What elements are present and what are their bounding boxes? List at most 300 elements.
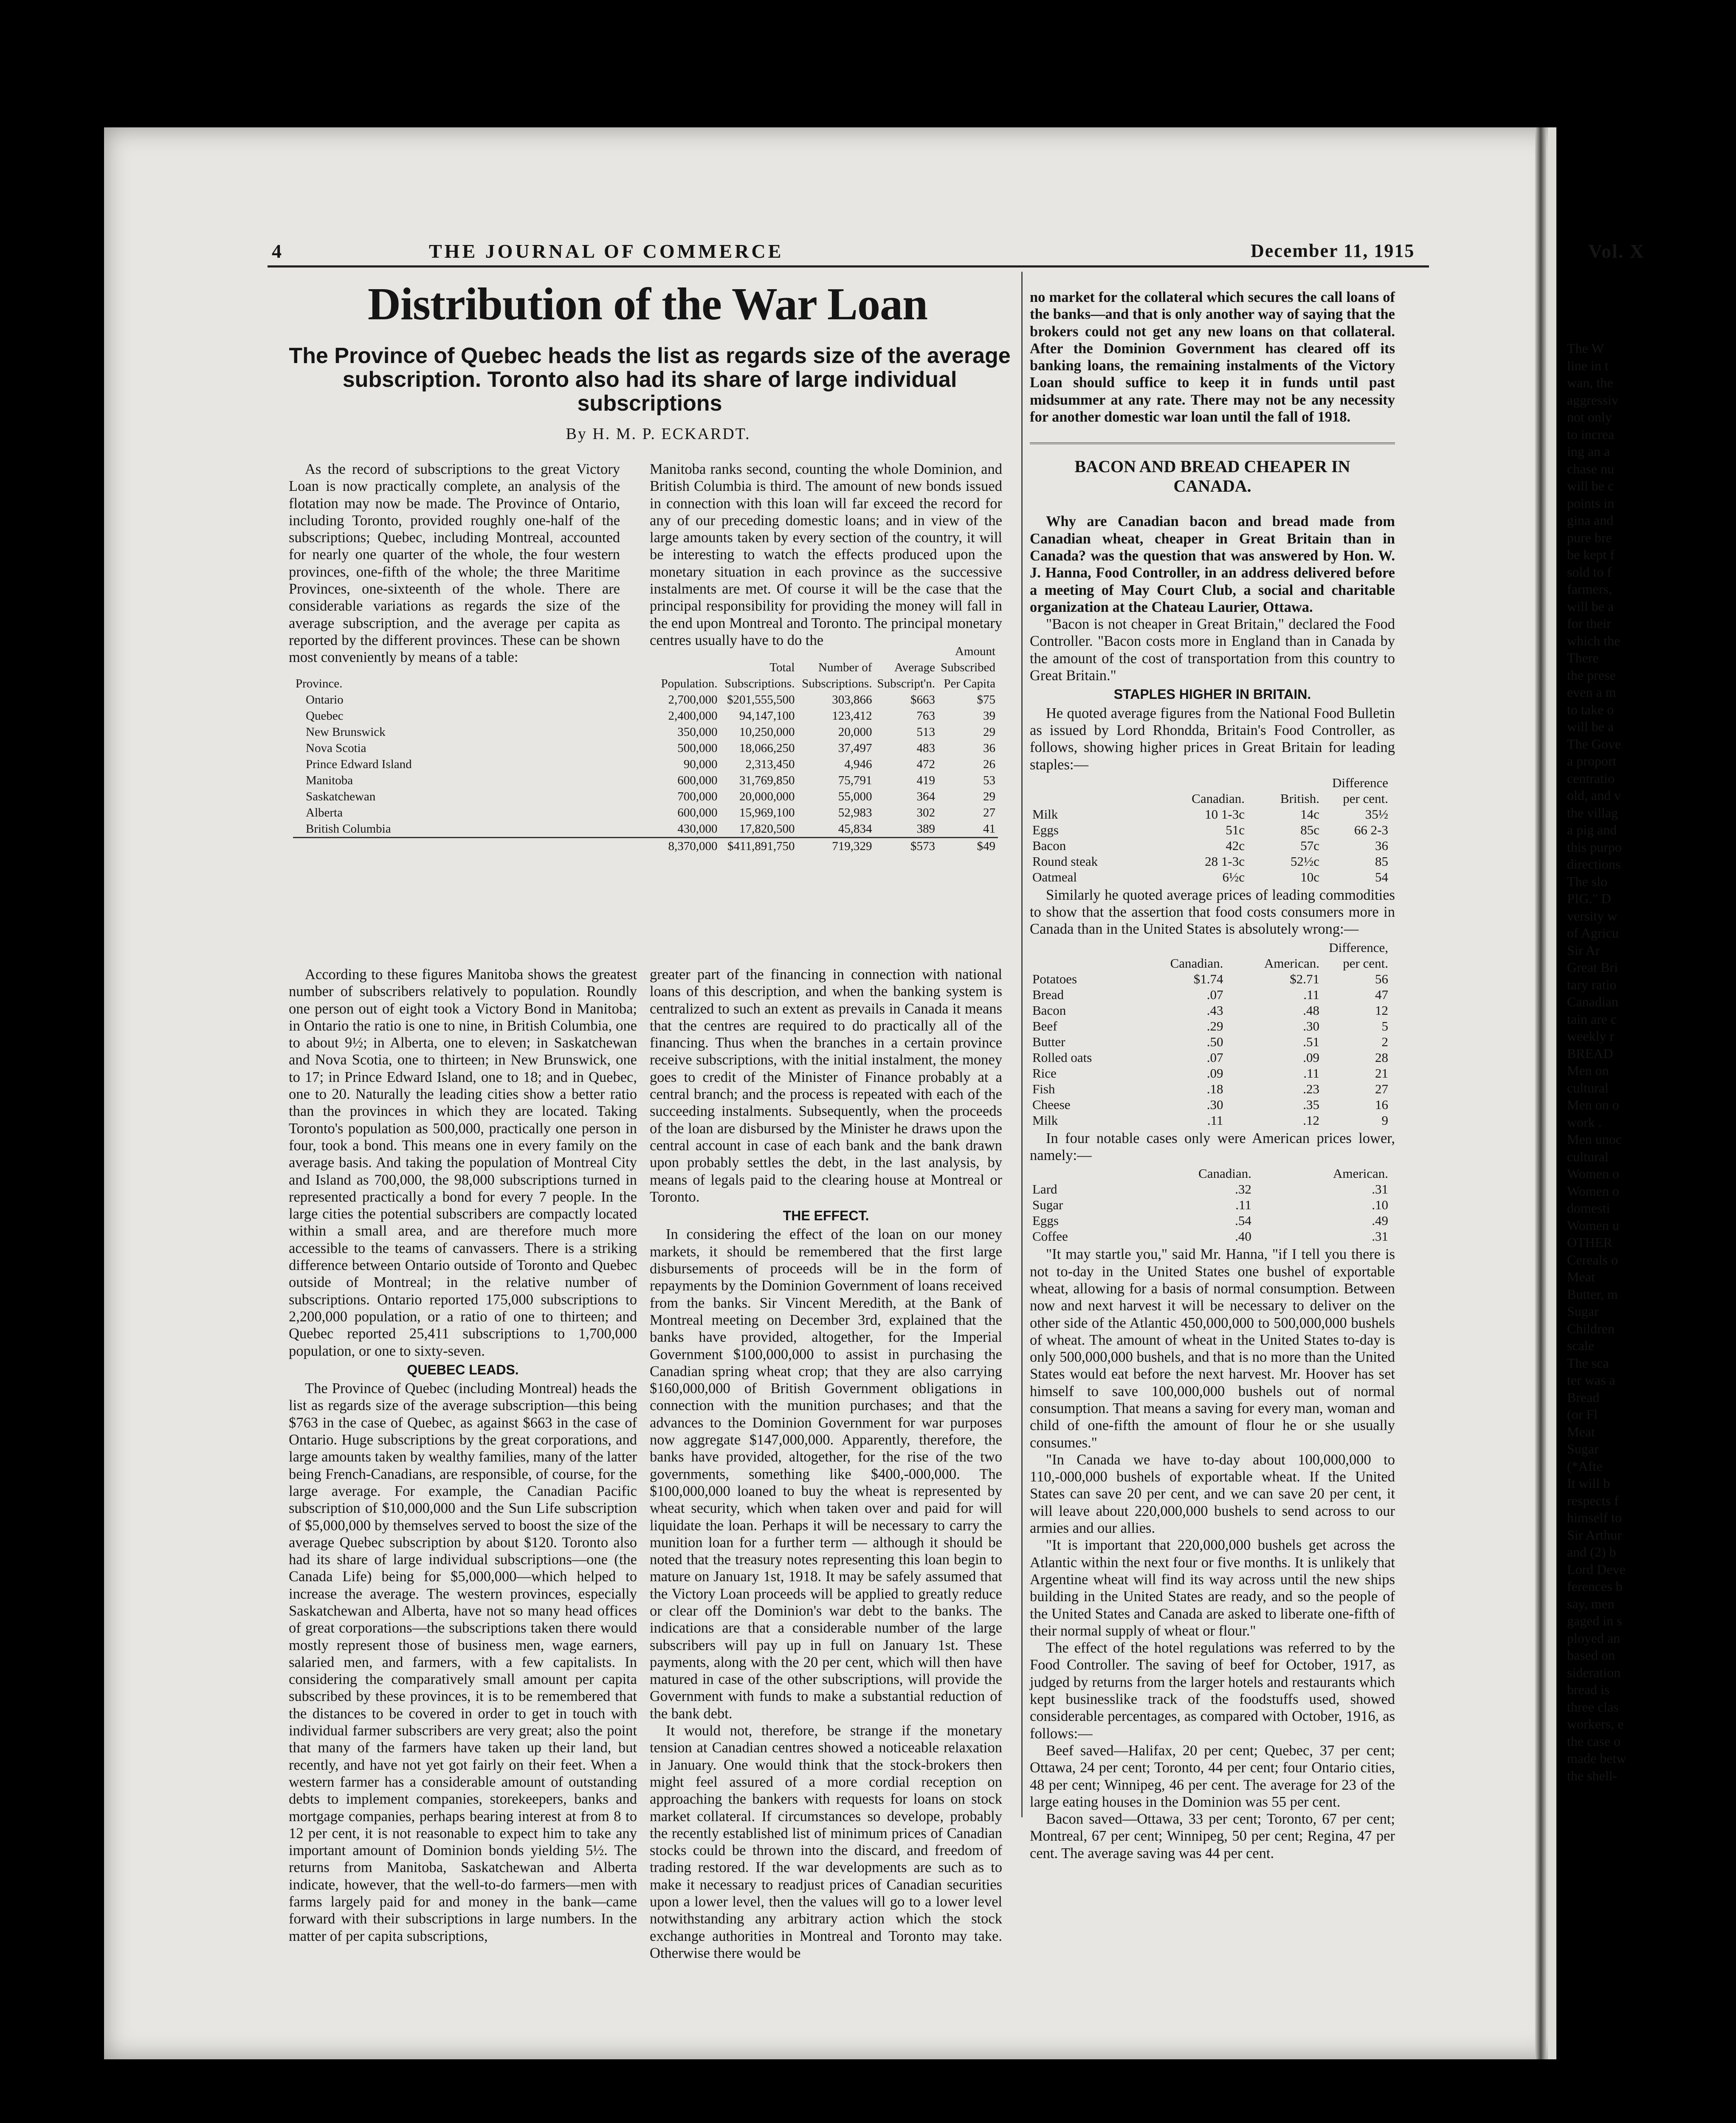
issue-date: December 11, 1915	[1251, 240, 1415, 261]
value-cell: 41	[983, 822, 995, 836]
fragment-line: the shell-	[1567, 1768, 1618, 1783]
fragment-line: gaged in s	[1567, 1613, 1622, 1628]
fragment-line: BREAD	[1567, 1045, 1613, 1061]
value-cell: 2,313,450	[745, 757, 795, 771]
britain-price-table	[1030, 775, 1391, 885]
fragment-line: farmers,	[1567, 581, 1612, 597]
lower-header-american: American.	[1333, 1166, 1388, 1181]
price-cell: 21	[1375, 1065, 1388, 1081]
britain-table-header	[1030, 775, 1391, 806]
item-cell: Eggs	[1032, 822, 1059, 837]
item-cell: Eggs	[1032, 1213, 1059, 1228]
lower-header-canadian: Canadian.	[1198, 1166, 1251, 1181]
value-cell: 430,000	[677, 822, 718, 836]
value-cell: 29	[983, 790, 995, 803]
fragment-line: Sugar	[1567, 1304, 1599, 1319]
fragment-line: will be a	[1567, 598, 1614, 614]
price-cell: 27	[1375, 1081, 1388, 1096]
adjacent-page-text	[1567, 340, 1707, 1868]
fragment-line: Butter, m	[1567, 1286, 1618, 1302]
value-cell: 17,820,500	[739, 822, 795, 836]
table-row	[293, 772, 998, 788]
value-cell: 27	[983, 806, 995, 819]
value-cell: 303,866	[832, 693, 872, 707]
header-average: Average Subscript'n.	[877, 661, 935, 690]
item-cell: Rice	[1032, 1065, 1057, 1081]
fragment-line: Meat	[1567, 1269, 1595, 1284]
quebec-leads-heading: QUEBEC LEADS.	[407, 1362, 519, 1377]
fragment-line: Children	[1567, 1321, 1615, 1336]
fragment-line: The sca	[1567, 1355, 1609, 1371]
price-cell: $1.74	[1193, 971, 1223, 986]
fragment-line: versity w	[1567, 908, 1618, 924]
price-cell: 2	[1381, 1034, 1388, 1049]
fragment-line: work .	[1567, 1114, 1602, 1130]
fragment-line: himself to	[1567, 1510, 1622, 1525]
fragment-line: a proport	[1567, 753, 1617, 769]
fragment-line: bread is	[1567, 1682, 1610, 1697]
fragment-line: line in t	[1567, 358, 1609, 373]
value-cell: 10,250,000	[739, 725, 795, 739]
table-row	[1030, 1002, 1391, 1018]
table-row	[293, 756, 998, 772]
column-3	[1030, 289, 1395, 1862]
lower-table-header	[1030, 1166, 1391, 1181]
header-population: Population.	[661, 677, 718, 690]
war-loan-continuation: no market for the collateral which secures the call loans of the banks—and that is only another way of saying that the brokers could not get any new loans on that collateral. After the Dominion Government has cleared off its banking loans, the remaining instalments of the Victory Loan should suffice to keep it in funds until past midsummer at any rate. There may not be any necessity for another domestic war loan until the fall of 1918.	[1030, 289, 1395, 425]
table-row	[1030, 1112, 1391, 1128]
price-cell: 35½	[1365, 806, 1388, 822]
value-cell: 2,700,000	[668, 693, 718, 707]
price-cell: 6½c	[1222, 869, 1245, 884]
value-cell: 75,791	[838, 774, 872, 787]
price-cell: 12	[1375, 1002, 1388, 1018]
value-cell: 37,497	[838, 741, 872, 755]
price-cell: 5	[1381, 1018, 1388, 1033]
fragment-line: the villag	[1567, 805, 1618, 820]
value-cell: 31,769,850	[739, 774, 795, 787]
fragment-line: will be c	[1567, 478, 1614, 493]
table-row	[293, 692, 998, 708]
bacon-article-title: BACON AND BREAD CHEAPER IN CANADA.	[1074, 457, 1350, 496]
fragment-line: pure bre	[1567, 529, 1612, 545]
table-row	[1030, 806, 1391, 822]
column-1	[289, 966, 637, 1945]
price-cell: .11	[1207, 1112, 1223, 1128]
fragment-line: ing an a	[1567, 444, 1610, 459]
value-cell: 20,000	[838, 725, 872, 739]
fragment-line: wan, the	[1567, 375, 1613, 390]
table-row	[1030, 853, 1391, 869]
table-header-row	[293, 643, 998, 692]
value-cell: 94,147,100	[739, 709, 795, 723]
price-cell: .07	[1206, 987, 1223, 1002]
price-cell: .29	[1206, 1018, 1223, 1033]
masthead: THE JOURNAL OF COMMERCE	[429, 240, 784, 262]
fragment-line: say, men	[1567, 1596, 1615, 1611]
value-cell: 45,834	[838, 822, 872, 836]
price-cell: 56	[1375, 971, 1388, 986]
province-cell: Quebec	[306, 709, 344, 723]
fragment-line: Bread	[1567, 1389, 1600, 1405]
price-cell: 85	[1375, 853, 1388, 869]
fragment-line: Great Bri	[1567, 960, 1618, 975]
header-per-capita: Amount Subscribed Per Capita	[941, 645, 995, 690]
bacon-para-4: Similarly he quoted average prices of leading commodities to show that the assertion that food costs consumers more in Canada than in the United States is absolutely wrong:—	[1030, 887, 1395, 938]
value-cell: 4,946	[844, 757, 872, 771]
bacon-para-6: "It may startle you," said Mr. Hanna, "if I tell you there is not to-day in the United States one bushel of exportable wheat, allowing for a basis of normal consumption. Between now and next harvest it will be necessary to deliver on the other side of the Atlantic 450,000,000 to 500,000,000 bushels of wheat. The amount of wheat in the United States to-day is only 500,000,000 bushels, and that is no more than the United States would eat before the next harvest. Mr. Hoover has set himself to save 100,000,000 bushels out of normal consumption. That means a saving for every man, woman and child of one-fifth the amount of flour he or she usually consumes."	[1030, 1246, 1395, 1451]
fragment-line: The W	[1567, 341, 1604, 356]
table-row	[1030, 971, 1391, 987]
header-rule	[268, 265, 1429, 267]
effect-heading: THE EFFECT.	[783, 1208, 869, 1224]
fragment-line: There	[1567, 650, 1599, 665]
fragment-line: to increa	[1567, 426, 1615, 442]
table-row	[1030, 1065, 1391, 1081]
article-byline: By H. M. P. ECKARDT.	[566, 425, 751, 443]
price-cell: .51	[1303, 1034, 1319, 1049]
fragment-line: OTHER	[1567, 1235, 1612, 1250]
fragment-line: Sir Ar	[1567, 942, 1600, 958]
value-cell: 600,000	[677, 806, 718, 819]
us-table-header	[1030, 940, 1391, 971]
totals-population: 8,370,000	[668, 839, 718, 853]
price-cell: 36	[1375, 838, 1388, 853]
fragment-line: PIG." D	[1567, 891, 1611, 906]
value-cell: 500,000	[677, 741, 718, 755]
britain-header-difference: Difference per cent.	[1332, 775, 1388, 806]
fragment-line: workers, e	[1567, 1716, 1624, 1732]
britain-header-british: British.	[1280, 791, 1319, 806]
fragment-line: the case o	[1567, 1733, 1621, 1749]
price-cell: .40	[1235, 1229, 1251, 1244]
item-cell: Oatmeal	[1032, 869, 1077, 884]
fragment-line: ferences b	[1567, 1579, 1623, 1594]
fragment-line: Women u	[1567, 1217, 1619, 1233]
effect-body-2: It would not, therefore, be strange if the monetary tension at Canadian centres showed a noticeable relaxation in January. One would think that the stock-brokers then might feel assured of a more cordial reception on approaching the bankers with requests for loans on stock market collateral. If circumstances so develope, probably the recently established list of minimum prices of Canadian stocks could be thrown into the discard, and freedom of trading restored. If the war developments are such as to make it necessary to readjust prices of Canadian securities upon a lower level, then the values will go to a lower level notwithstanding any arbitrary action which the stock exchange authorities in Montreal and Toronto may take. Otherwise there would be	[650, 1723, 1002, 1961]
bacon-para-1: Why are Canadian bacon and bread made from Canadian wheat, cheaper in Great Britain than in Canada? was the question that was answered by Hon. W. J. Hanna, Food Controller, in an address delivered before a meeting of May Court Club, a social and charitable organization at the Chateau Laurier, Ottawa.	[1030, 513, 1395, 615]
us-header-item	[1030, 940, 1133, 971]
fragment-line: for their	[1567, 616, 1611, 631]
price-cell: .11	[1303, 987, 1319, 1002]
fragment-line: the prese	[1567, 667, 1616, 683]
value-cell: 472	[916, 757, 935, 771]
table-row	[1030, 1018, 1391, 1034]
price-cell: 16	[1375, 1097, 1388, 1112]
header-total: Total Subscriptions.	[724, 661, 795, 690]
fragment-line: tary ratio	[1567, 977, 1617, 992]
fragment-line: to take o	[1567, 701, 1614, 717]
fragment-line: (*Afte	[1567, 1458, 1603, 1474]
table-row	[1030, 822, 1391, 838]
fragment-line: Sugar	[1567, 1441, 1599, 1456]
table-row	[1030, 1181, 1391, 1197]
item-cell: Butter	[1032, 1034, 1065, 1049]
fragment-line: Men on	[1567, 1063, 1609, 1078]
value-cell: 419	[916, 774, 935, 787]
fragment-line: centratio	[1567, 770, 1615, 786]
fragment-line: The Gove	[1567, 736, 1621, 752]
fragment-line: ployed an	[1567, 1630, 1620, 1646]
item-cell: Potatoes	[1032, 971, 1077, 986]
price-cell: .32	[1235, 1182, 1251, 1197]
fragment-line: cultural	[1567, 1080, 1609, 1095]
fragment-line: gina and	[1567, 512, 1614, 528]
province-cell: British Columbia	[306, 822, 391, 836]
totals-number: 719,329	[832, 839, 872, 853]
value-cell: 123,412	[832, 709, 872, 723]
province-cell: Prince Edward Island	[306, 757, 412, 771]
table-totals-row	[293, 838, 998, 855]
table-row	[1030, 1097, 1391, 1112]
item-cell: Beef	[1032, 1018, 1057, 1033]
totals-label	[293, 838, 576, 855]
province-cell: New Brunswick	[306, 725, 386, 739]
totals-subscriptions: $411,891,750	[727, 839, 795, 853]
fragment-line: be kept f	[1567, 547, 1615, 562]
price-cell: .07	[1206, 1050, 1223, 1065]
bacon-para-9: The effect of the hotel regulations was referred to by the Food Controller. The saving of beef for October, 1917, as judged by returns from the larger hotels and restaurants which kept businesslike track of the foodstuffs used, showed considerable percentages, as compared with October, 1916, as follows:—	[1030, 1640, 1395, 1742]
fragment-line: aggressiv	[1567, 392, 1618, 408]
bacon-para-3: He quoted average figures from the National Food Bulletin as issued by Lord Rhondda, Britain's Food Controller, as follows, showing higher prices in Great Britain for leading staples:—	[1030, 705, 1395, 773]
value-cell: 53	[983, 774, 995, 787]
bacon-para-7: "In Canada we have to-day about 100,000,000 to 110,-000,000 bushels of exportable wheat. If the United States can save 20 per cent, and we can save 20 per cent, it will leave about 220,000,000 bushels to send across to our armies and our allies.	[1030, 1451, 1395, 1537]
value-cell: 39	[983, 709, 995, 723]
price-cell: .23	[1303, 1081, 1319, 1096]
value-cell: 364	[916, 790, 935, 803]
fragment-line: Cereals o	[1567, 1252, 1618, 1267]
fragment-line: Women o	[1567, 1166, 1619, 1181]
price-cell: 10c	[1300, 869, 1319, 884]
bacon-para-8: "It is important that 220,000,000 bushels get across the Atlantic within the next four or five months. It is unlikely that Argentine wheat will find its way across until the new ships building in the United States are ready, and so the people of the United States and Canada are asked to liberate one-fifth of their normal supply of wheat or flour."	[1030, 1537, 1395, 1639]
fragment-line: directions	[1567, 856, 1621, 872]
province-cell: Nova Scotia	[306, 741, 366, 755]
price-cell: .11	[1303, 1065, 1319, 1081]
fragment-line: chase nu	[1567, 461, 1615, 476]
item-cell: Bread	[1032, 987, 1064, 1002]
fragment-line: respects f	[1567, 1492, 1619, 1508]
price-cell: .10	[1372, 1197, 1388, 1213]
price-cell: 42c	[1226, 838, 1245, 853]
column-rule	[1021, 272, 1023, 1817]
price-cell: .12	[1303, 1112, 1319, 1128]
price-cell: .30	[1303, 1018, 1319, 1033]
page-number: 4	[272, 240, 282, 262]
value-cell: 513	[916, 725, 935, 739]
adjacent-page	[1548, 127, 1556, 2059]
value-cell: 302	[916, 806, 935, 819]
fragment-line: It will b	[1567, 1475, 1610, 1491]
fragment-line: which the	[1567, 633, 1620, 648]
value-cell: $75	[977, 693, 995, 707]
fragment-line: ter was a	[1567, 1372, 1615, 1388]
fragment-line: this purpo	[1567, 839, 1622, 855]
value-cell: $201,555,500	[727, 693, 795, 707]
value-cell: 55,000	[838, 790, 872, 803]
subscription-table	[293, 643, 998, 854]
price-cell: 28	[1375, 1050, 1388, 1065]
item-cell: Milk	[1032, 806, 1058, 822]
fragment-line: sold to f	[1567, 564, 1612, 580]
article-title: Distribution of the War Loan	[367, 279, 928, 329]
table-row	[293, 788, 998, 805]
quebec-leads-body: The Province of Quebec (including Montreal) heads the list as regards size of the average subscription—this being $763 in the case of Quebec, as against $663 in the case of Ontario. Huge subscriptions by the great corporations, and large amounts taken by wealthy families, many of the latter being French-Canadians, are responsible, of course, for the large average. For example, the Canadian Pacific subscription of $10,000,000 and the Sun Life subscription of $5,000,000 by themselves served to boost the size of the average Quebec subscription by about $120. Toronto also had its share of large individual subscriptions—one (the Canada Life) being for $5,000,000—which helped to increase the average. The western provinces, especially Saskatchewan and Alberta, have not so many head offices of great corporations—the subscriptions taken there would mostly represent those of business men, wage earners, salaried men, and farmers, with a few capitalists. In considering the comparatively small amount per capita subscribed by these provinces, it is to be remembered that the distances to be covered in order to get in touch with individual farmer subscribers are very great; also the point that many of the farmers have taken up their land, but recently, and have not yet got fairly on their feet. When a western farmer has a considerable amount of outstanding debts to implement companies, storekeepers, banks and mortgage companies, perhaps bearing interest at from 8 to 12 per cent, it is not reasonable to expect him to take any important amount of Dominion bonds yielding 5½. The returns from Manitoba, Saskatchewan and Alberta indicate, however, that the well-to-do farmers—men with farms largely paid for and money in the bank—came forward with their subscriptions in large numbers. In the matter of per capita subscriptions,	[289, 1380, 637, 1944]
province-cell: Saskatchewan	[306, 790, 376, 803]
staples-heading: STAPLES HIGHER IN BRITAIN.	[1113, 687, 1311, 702]
table-row	[293, 724, 998, 740]
next-page-header: Vol. X	[1588, 240, 1645, 262]
table-row	[293, 740, 998, 756]
table-row	[1030, 1197, 1391, 1213]
fragment-line: of Agricu	[1567, 925, 1619, 940]
value-cell: 20,000,000	[739, 790, 795, 803]
value-cell: $663	[910, 693, 935, 707]
price-cell: 57c	[1300, 838, 1319, 853]
section-divider	[1030, 425, 1395, 444]
price-cell: 66 2-3	[1354, 822, 1388, 837]
price-cell: .48	[1303, 1002, 1319, 1018]
value-cell: 52,983	[838, 806, 872, 819]
table-row	[1030, 1228, 1391, 1244]
effect-body-1: In considering the effect of the loan on our money markets, it should be remembered that the first large disbursements of proceeds will be in the form of repayments by the Dominion Government of loans received from the banks. Sir Vincent Meredith, at the Bank of Montreal meeting on December 3rd, explained that the banks have provided, altogether, for the Imperial Government $100,000,000 to assist in purchasing the Canadian spring wheat crop; that they are also carrying $160,000,000 of British Government obligations in connection with the munition purchases; and that the advances to the Dominion Government for war purposes now aggregate $147,000,000. Apparently, therefore, the banks have provided, altogether, for the rise of the two governments, something like $400,-000,000. The $100,000,000 loaned to buy the wheat is represented by wheat security, which when taken over and paid for will liquidate the loan. Perhaps it will be necessary to carry the munition loan for a further term — although it should be noted that the treasury notes representing this loan begin to mature on January 1st, 1918. It may be safely assumed that the Victory Loan proceeds will be applied to greatly reduce or clear off the Dominion's war debt to the banks. The indications are that a considerable number of the large subscribers will pay up in full on January 1st. These payments, along with the 20 per cent, which will then have matured in case of the other subscriptions, will provide the Government with funds to make a substantial reduction of the bank debt.	[650, 1226, 1002, 1722]
price-cell: .18	[1206, 1081, 1223, 1096]
fragment-line: points in	[1567, 495, 1615, 511]
price-cell: 47	[1375, 987, 1388, 1002]
intro-left-column	[289, 461, 620, 666]
value-cell: 36	[983, 741, 995, 755]
price-cell: 52½c	[1290, 853, 1319, 869]
fragment-line: scale	[1567, 1338, 1594, 1353]
price-cell: .35	[1303, 1097, 1319, 1112]
price-cell: .30	[1206, 1097, 1223, 1112]
fragment-line: not only	[1567, 409, 1612, 425]
price-cell: 85c	[1300, 822, 1319, 837]
price-cell: .11	[1235, 1197, 1251, 1213]
table-row	[1030, 1050, 1391, 1065]
value-cell: 763	[916, 709, 935, 723]
table-row	[1030, 1081, 1391, 1097]
price-cell: 14c	[1300, 806, 1319, 822]
item-cell: Coffee	[1032, 1229, 1068, 1244]
value-cell: 600,000	[677, 774, 718, 787]
intro-right-column	[650, 461, 1002, 649]
item-cell: Rolled oats	[1032, 1050, 1092, 1065]
price-cell: 51c	[1226, 822, 1245, 837]
price-cell: .31	[1372, 1229, 1388, 1244]
fragment-line: weekly r	[1567, 1028, 1615, 1044]
table-row	[293, 805, 998, 821]
lower-price-table	[1030, 1166, 1391, 1244]
value-cell: 26	[983, 757, 995, 771]
header-province: Province.	[296, 677, 343, 690]
header-number: Number of Subscriptions.	[802, 661, 872, 690]
totals-per-capita: $49	[977, 839, 995, 853]
fragment-line: domesti	[1567, 1200, 1610, 1216]
lower-header-item	[1030, 1166, 1122, 1181]
price-cell: 54	[1375, 869, 1388, 884]
item-cell: Bacon	[1032, 1002, 1066, 1018]
us-header-canadian: Canadian.	[1170, 955, 1223, 971]
column-2	[650, 966, 1002, 1962]
price-cell: $2.71	[1290, 971, 1319, 986]
value-cell: 389	[916, 822, 935, 836]
fragment-line: The slo	[1567, 873, 1608, 889]
value-cell: 18,066,250	[739, 741, 795, 755]
page-fold	[1535, 127, 1546, 2059]
fragment-line: Canadian	[1567, 994, 1618, 1009]
table-row	[1030, 987, 1391, 1002]
value-cell: 350,000	[677, 725, 718, 739]
fragment-line: will be a	[1567, 719, 1614, 734]
fragment-line: cultural	[1567, 1149, 1609, 1164]
us-price-table	[1030, 940, 1391, 1128]
province-cell: Ontario	[306, 693, 344, 707]
table-row	[293, 708, 998, 724]
price-cell: .09	[1303, 1050, 1319, 1065]
price-cell: .50	[1206, 1034, 1223, 1049]
item-cell: Lard	[1032, 1182, 1057, 1197]
table-row	[1030, 838, 1391, 853]
fragment-line: Women o	[1567, 1183, 1619, 1199]
value-cell: 483	[916, 741, 935, 755]
intro-paragraph-continued: Manitoba ranks second, counting the whole Dominion, and British Columbia is third. The amount of new bonds issued in connection with this loan will far exceed the record for any of our preceding domestic loans; and in view of the large amounts taken by every section of the country, it will be interesting to watch the effects produced upon the monetary situation in each province as the successive instalments are met. Of course it will be the case that the principal responsibility for providing the money will fall in the end upon Montreal and Toronto. The principal monetary centres usually have to do the	[650, 461, 1002, 648]
value-cell: 90,000	[683, 757, 718, 771]
fragment-line: based on	[1567, 1647, 1615, 1663]
value-cell: 29	[983, 725, 995, 739]
fragment-line: tain are c	[1567, 1011, 1617, 1027]
price-cell: .49	[1372, 1213, 1388, 1228]
price-cell: 10 1-3c	[1205, 806, 1245, 822]
fragment-line: Men unoc	[1567, 1132, 1622, 1147]
item-cell: Cheese	[1032, 1097, 1071, 1112]
us-header-difference: Difference, per cent.	[1329, 940, 1388, 971]
price-cell: .54	[1235, 1213, 1251, 1228]
table-row	[293, 821, 998, 838]
price-cell: .09	[1206, 1065, 1223, 1081]
fragment-line: (or Fl	[1567, 1407, 1598, 1422]
fragment-line: and (2) b	[1567, 1544, 1616, 1560]
fragment-line: Sir Arthur	[1567, 1527, 1622, 1543]
britain-header-canadian: Canadian.	[1192, 791, 1245, 806]
fragment-line: even a m	[1567, 684, 1616, 700]
us-header-american: American.	[1264, 955, 1319, 971]
item-cell: Milk	[1032, 1112, 1058, 1128]
table-row	[1030, 1213, 1391, 1228]
intro-paragraph: As the record of subscriptions to the great Victory Loan is now practically complete, an analysis of the flotation may now be made. The Province of Ontario, including Toronto, provided roughly one-half of the subscriptions; Quebec, including Montreal, accounted for nearly one quarter of the whole, the four western provinces, one-fifth of the whole; the three Maritime Provinces, one-sixteenth of the whole. There are considerable variations as regards the size of the average subscription, and the average per capita as reported by the different provinces. These can be shown most conveniently by means of a table:	[289, 461, 620, 666]
price-cell: 9	[1381, 1112, 1388, 1128]
fragment-line: Meat	[1567, 1424, 1595, 1439]
item-cell: Round steak	[1032, 853, 1098, 869]
bacon-para-5: In four notable cases only were American prices lower, namely:—	[1030, 1130, 1395, 1164]
bacon-para-11: Bacon saved—Ottawa, 33 per cent; Toronto, 67 per cent; Montreal, 67 per cent; Winnipeg, 50 per cent; Regina, 47 per cent. The average saving was 44 per cent.	[1030, 1811, 1395, 1861]
britain-header-item	[1030, 775, 1149, 806]
bacon-para-2: "Bacon is not cheaper in Great Britain," declared the Food Controller. "Bacon costs more in England than in Canada by the amount of the cost of transportation from this country to Great Britain."	[1030, 616, 1395, 684]
value-cell: 15,969,100	[739, 806, 795, 819]
fragment-line: made betw	[1567, 1751, 1626, 1766]
province-cell: Manitoba	[306, 774, 353, 787]
fragment-line: sideration	[1567, 1664, 1621, 1680]
fragment-line: old, and v	[1567, 788, 1621, 803]
table-row	[1030, 1034, 1391, 1050]
item-cell: Bacon	[1032, 838, 1066, 853]
price-cell: .43	[1206, 1002, 1223, 1018]
bacon-para-10: Beef saved—Halifax, 20 per cent; Quebec, 37 per cent; Ottawa, 24 per cent; Toronto, 44 per cent; four Ontario cities, 48 per cent; Winnipeg, 46 per cent. The average for 23 of the large eating houses in the Dominion was 55 per cent.	[1030, 1742, 1395, 1810]
column-2-body: greater part of the financing in connection with national loans of this description, and when the banking system is centralized to such an extent as prevails in Canada it means that the centres are required to do practically all of the financing. Thus when the branches in a certain province receive subscriptions, with the initial instalment, the money goes to credit of the Minister of Finance probably at a central branch; and the process is repeated with each of the succeeding instalments. Subsequently, when the proceeds of the loan are disbursed by the Minister he draws upon the central account in case of each bank and the bank drawn upon probably settles the debt, in the last analysis, by means of legals paid to the clearing house at Montreal or Toronto.	[650, 966, 1002, 1205]
item-cell: Sugar	[1032, 1197, 1063, 1213]
column-1-body: According to these figures Manitoba shows the greatest number of subscribers relatively to population. Roundly one person out of eight took a Victory Bond in Manitoba; in Ontario the ratio is one to nine, in British Columbia, one to about 9½; in Alberta, one to eleven; in Saskatchewan and Nova Scotia, one to thirteen; in New Brunswick, one to 17; in Prince Edward Island, one to 18; and in Quebec, one to 20. Naturally the leading cities show a better ratio than the provinces in which they are located. Taking Toronto's population as 500,000, practically one person in four, took a bond. This means one in every family on the average basis. And taking the population of Montreal City and Island as 700,000, the 98,000 subscriptions turned in represented practically a bond for every 7 people. In the large cities the potential subscribers are compactly located within a small area, and are therefore much more accessible to the teams of canvassers. There is a striking difference between Ontario outside of Toronto and Quebec outside of Montreal; in the relative number of subscriptions. Ontario reported 175,000 subscriptions to 2,200,000 population, or a ratio of one to thirteen; and Quebec reported 25,411 subscriptions to 1,700,000 population, or one to sixty-seven.	[289, 966, 637, 1359]
price-cell: .31	[1372, 1182, 1388, 1197]
fragment-line: three clas	[1567, 1699, 1619, 1715]
